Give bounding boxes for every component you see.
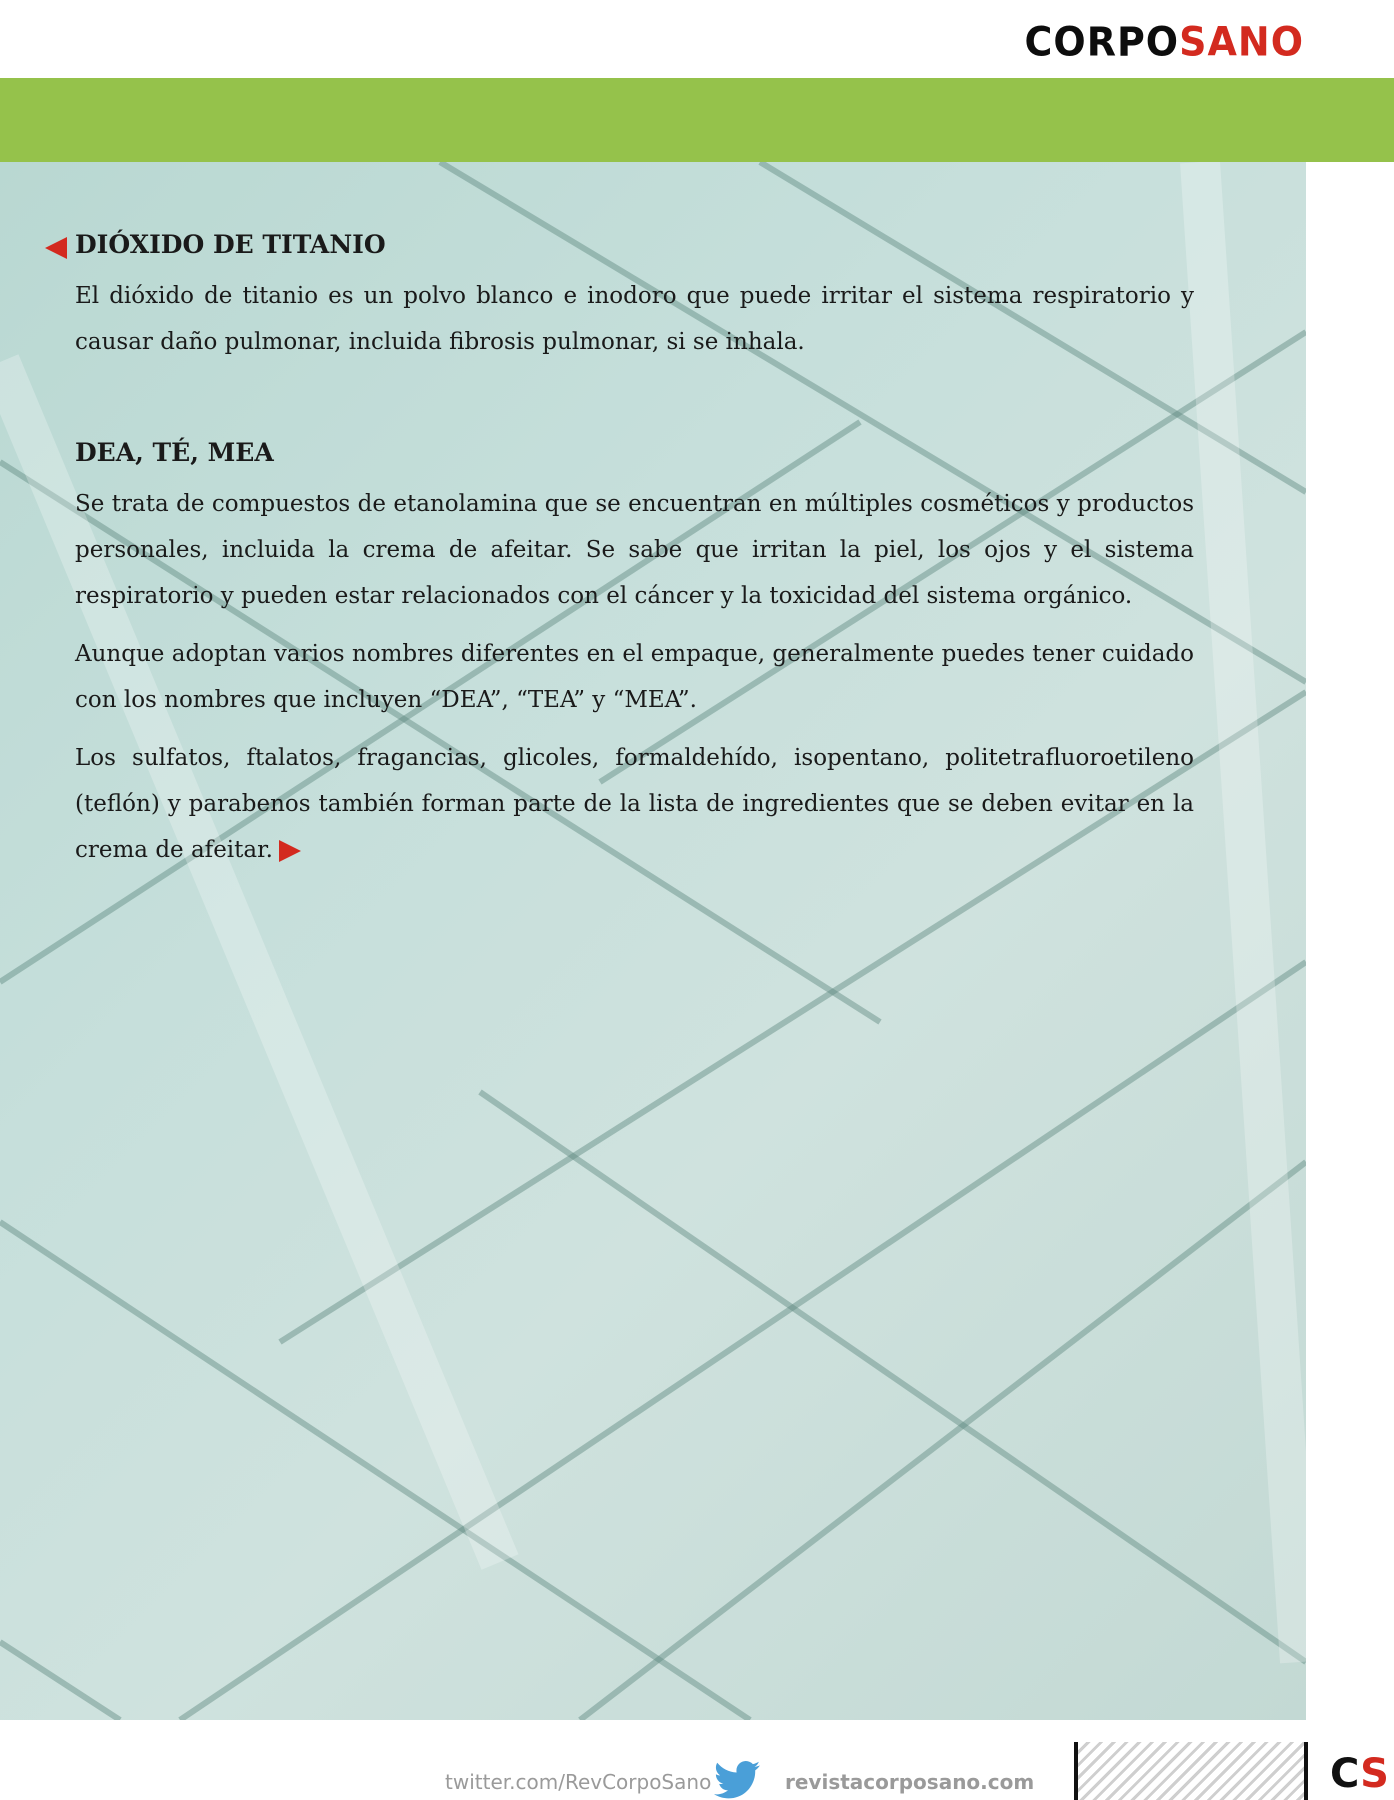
- cs-logo: [1330, 1750, 1389, 1798]
- cs-badge: [1304, 1742, 1394, 1800]
- logo-text-sano: SANO: [1179, 18, 1304, 66]
- heading-text: DIÓXIDO DE TITANIO: [75, 230, 386, 259]
- paragraph-ingredients-text: Los sulfatos, ftalatos, fragancias, glicoles, formaldehído, isopentano, politetrafluoroetileno (teflón) y parabenos también forman parte de la lista de ingredientes que se deben evitar en la crema de afeitar.: [75, 745, 1194, 863]
- cs-letter-s: S: [1360, 1751, 1389, 1797]
- red-left-triangle-icon: [45, 237, 67, 259]
- logo-text-corpo: CORPO: [1024, 18, 1180, 66]
- section-heading-titanium-dioxide: [75, 225, 1194, 265]
- website-link[interactable]: revistacorposano.com: [785, 1770, 1035, 1794]
- paragraph-ingredients: [75, 735, 1194, 873]
- twitter-handle-link[interactable]: twitter.com/RevCorpoSano: [445, 1770, 712, 1794]
- cs-letter-c: C: [1330, 1751, 1361, 1797]
- page-header: [0, 0, 1394, 78]
- paragraph-ethanolamine: Se trata de compuestos de etanolamina que se encuentran en múltiples cosméticos y productos personales, incluida la crema de afeitar. Se sabe que irritan la piel, los ojos y el sistema respiratorio y pueden estar relacionados con el cáncer y la toxicidad del sistema orgánico.: [75, 491, 1194, 609]
- paragraph-titanium: El dióxido de titanio es un polvo blanco e inodoro que puede irritar el sistema respiratorio y causar daño pulmonar, incluida fibrosis pulmonar, si se inhala.: [75, 283, 1194, 355]
- twitter-bird-icon[interactable]: [714, 1760, 760, 1800]
- striped-footer-panel: [1074, 1742, 1308, 1800]
- section-heading-dea-tea-mea: DEA, TÉ, MEA: [75, 438, 274, 467]
- article-body: [75, 225, 1194, 885]
- page-footer: [0, 1720, 1394, 1800]
- red-right-triangle-icon: [279, 840, 301, 862]
- green-banner: [0, 78, 1394, 162]
- paragraph-names: Aunque adoptan varios nombres diferentes en el empaque, generalmente puedes tener cuidado con los nombres que incluyen “DEA”, “TEA” y “MEA”.: [75, 641, 1194, 713]
- corposano-logo[interactable]: [1025, 17, 1305, 67]
